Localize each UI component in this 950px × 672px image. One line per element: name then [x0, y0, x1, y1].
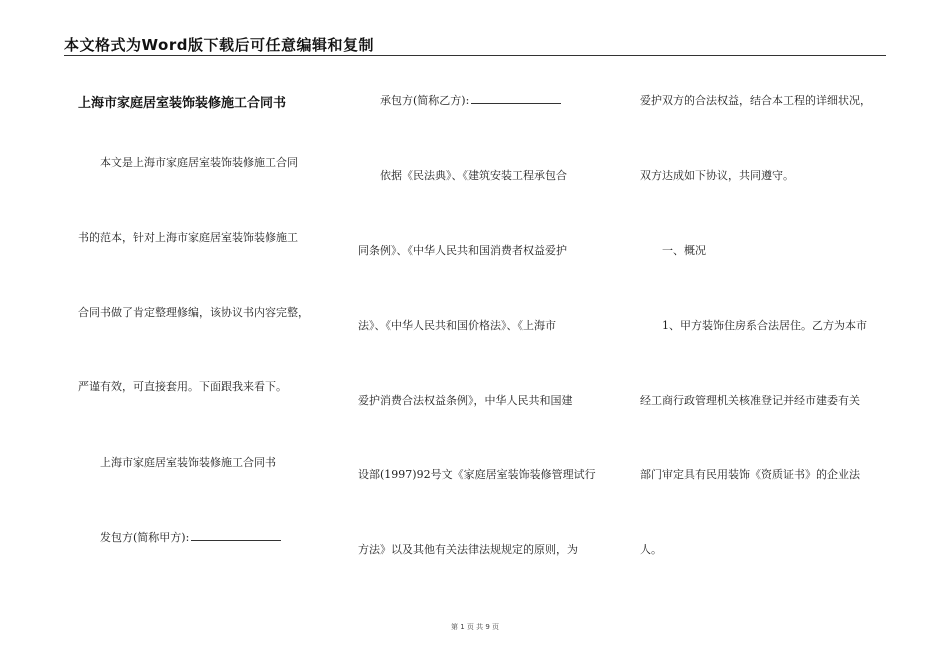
employer-blank-field[interactable]: [191, 530, 281, 541]
employer-label: 发包方(简称甲方):: [100, 531, 190, 544]
col2-line-7: 方法》以及其他有关法律法规规定的原则，为: [358, 543, 578, 556]
col1-line-3: 合同书做了肯定整理修编，该协议书内容完整，: [78, 306, 309, 319]
document-title: 上海市家庭居室装饰装修施工合同书: [78, 96, 287, 111]
col2-line-2: 依据《民法典》、《建筑安装工程承包合: [380, 169, 567, 182]
col3-line-5: 经工商行政管理机关核准登记并经市建委有关: [640, 394, 860, 407]
contractor-line: [380, 92, 561, 108]
employer-line: [100, 529, 281, 545]
col2-line-5: 爱护消费合法权益条例》，中华人民共和国建: [358, 394, 573, 407]
col3-line-1: 爱护双方的合法权益，结合本工程的详细状况，: [640, 94, 871, 107]
page-number: 第 1 页 共 9 页: [450, 623, 500, 631]
col3-line-7: 人。: [640, 543, 662, 556]
col3-line-2: 双方达成如下协议，共同遵守。: [640, 169, 794, 182]
col3-line-4: 1、甲方装饰住房系合法居住。乙方为本市: [662, 319, 867, 332]
col1-line-5: 上海市家庭居室装饰装修施工合同书: [100, 456, 276, 469]
col2-line-3: 同条例》、《中华人民共和国消费者权益爱护: [358, 244, 567, 257]
col1-line-4: 严谨有效，可直接套用。下面跟我来看下。: [78, 380, 287, 393]
col2-line-6: 设部(1997)92号文《家庭居室装饰装修管理试行: [358, 468, 596, 481]
header-divider: [64, 55, 886, 56]
col1-line-2: 书的范本，针对上海市家庭居室装饰装修施工: [78, 231, 298, 244]
col1-line-1: 本文是上海市家庭居室装饰装修施工合同: [100, 156, 298, 169]
contractor-label: 承包方(简称乙方):: [380, 94, 470, 107]
page-header-title: 本文格式为Word版下载后可任意编辑和复制: [64, 36, 374, 54]
contractor-blank-field[interactable]: [471, 93, 561, 104]
col2-line-4: 法》、《中华人民共和国价格法》、《上海市: [358, 319, 556, 332]
section-heading-overview: 一、概况: [662, 244, 706, 257]
col3-line-6: 部门审定具有民用装饰《资质证书》的企业法: [640, 468, 860, 481]
